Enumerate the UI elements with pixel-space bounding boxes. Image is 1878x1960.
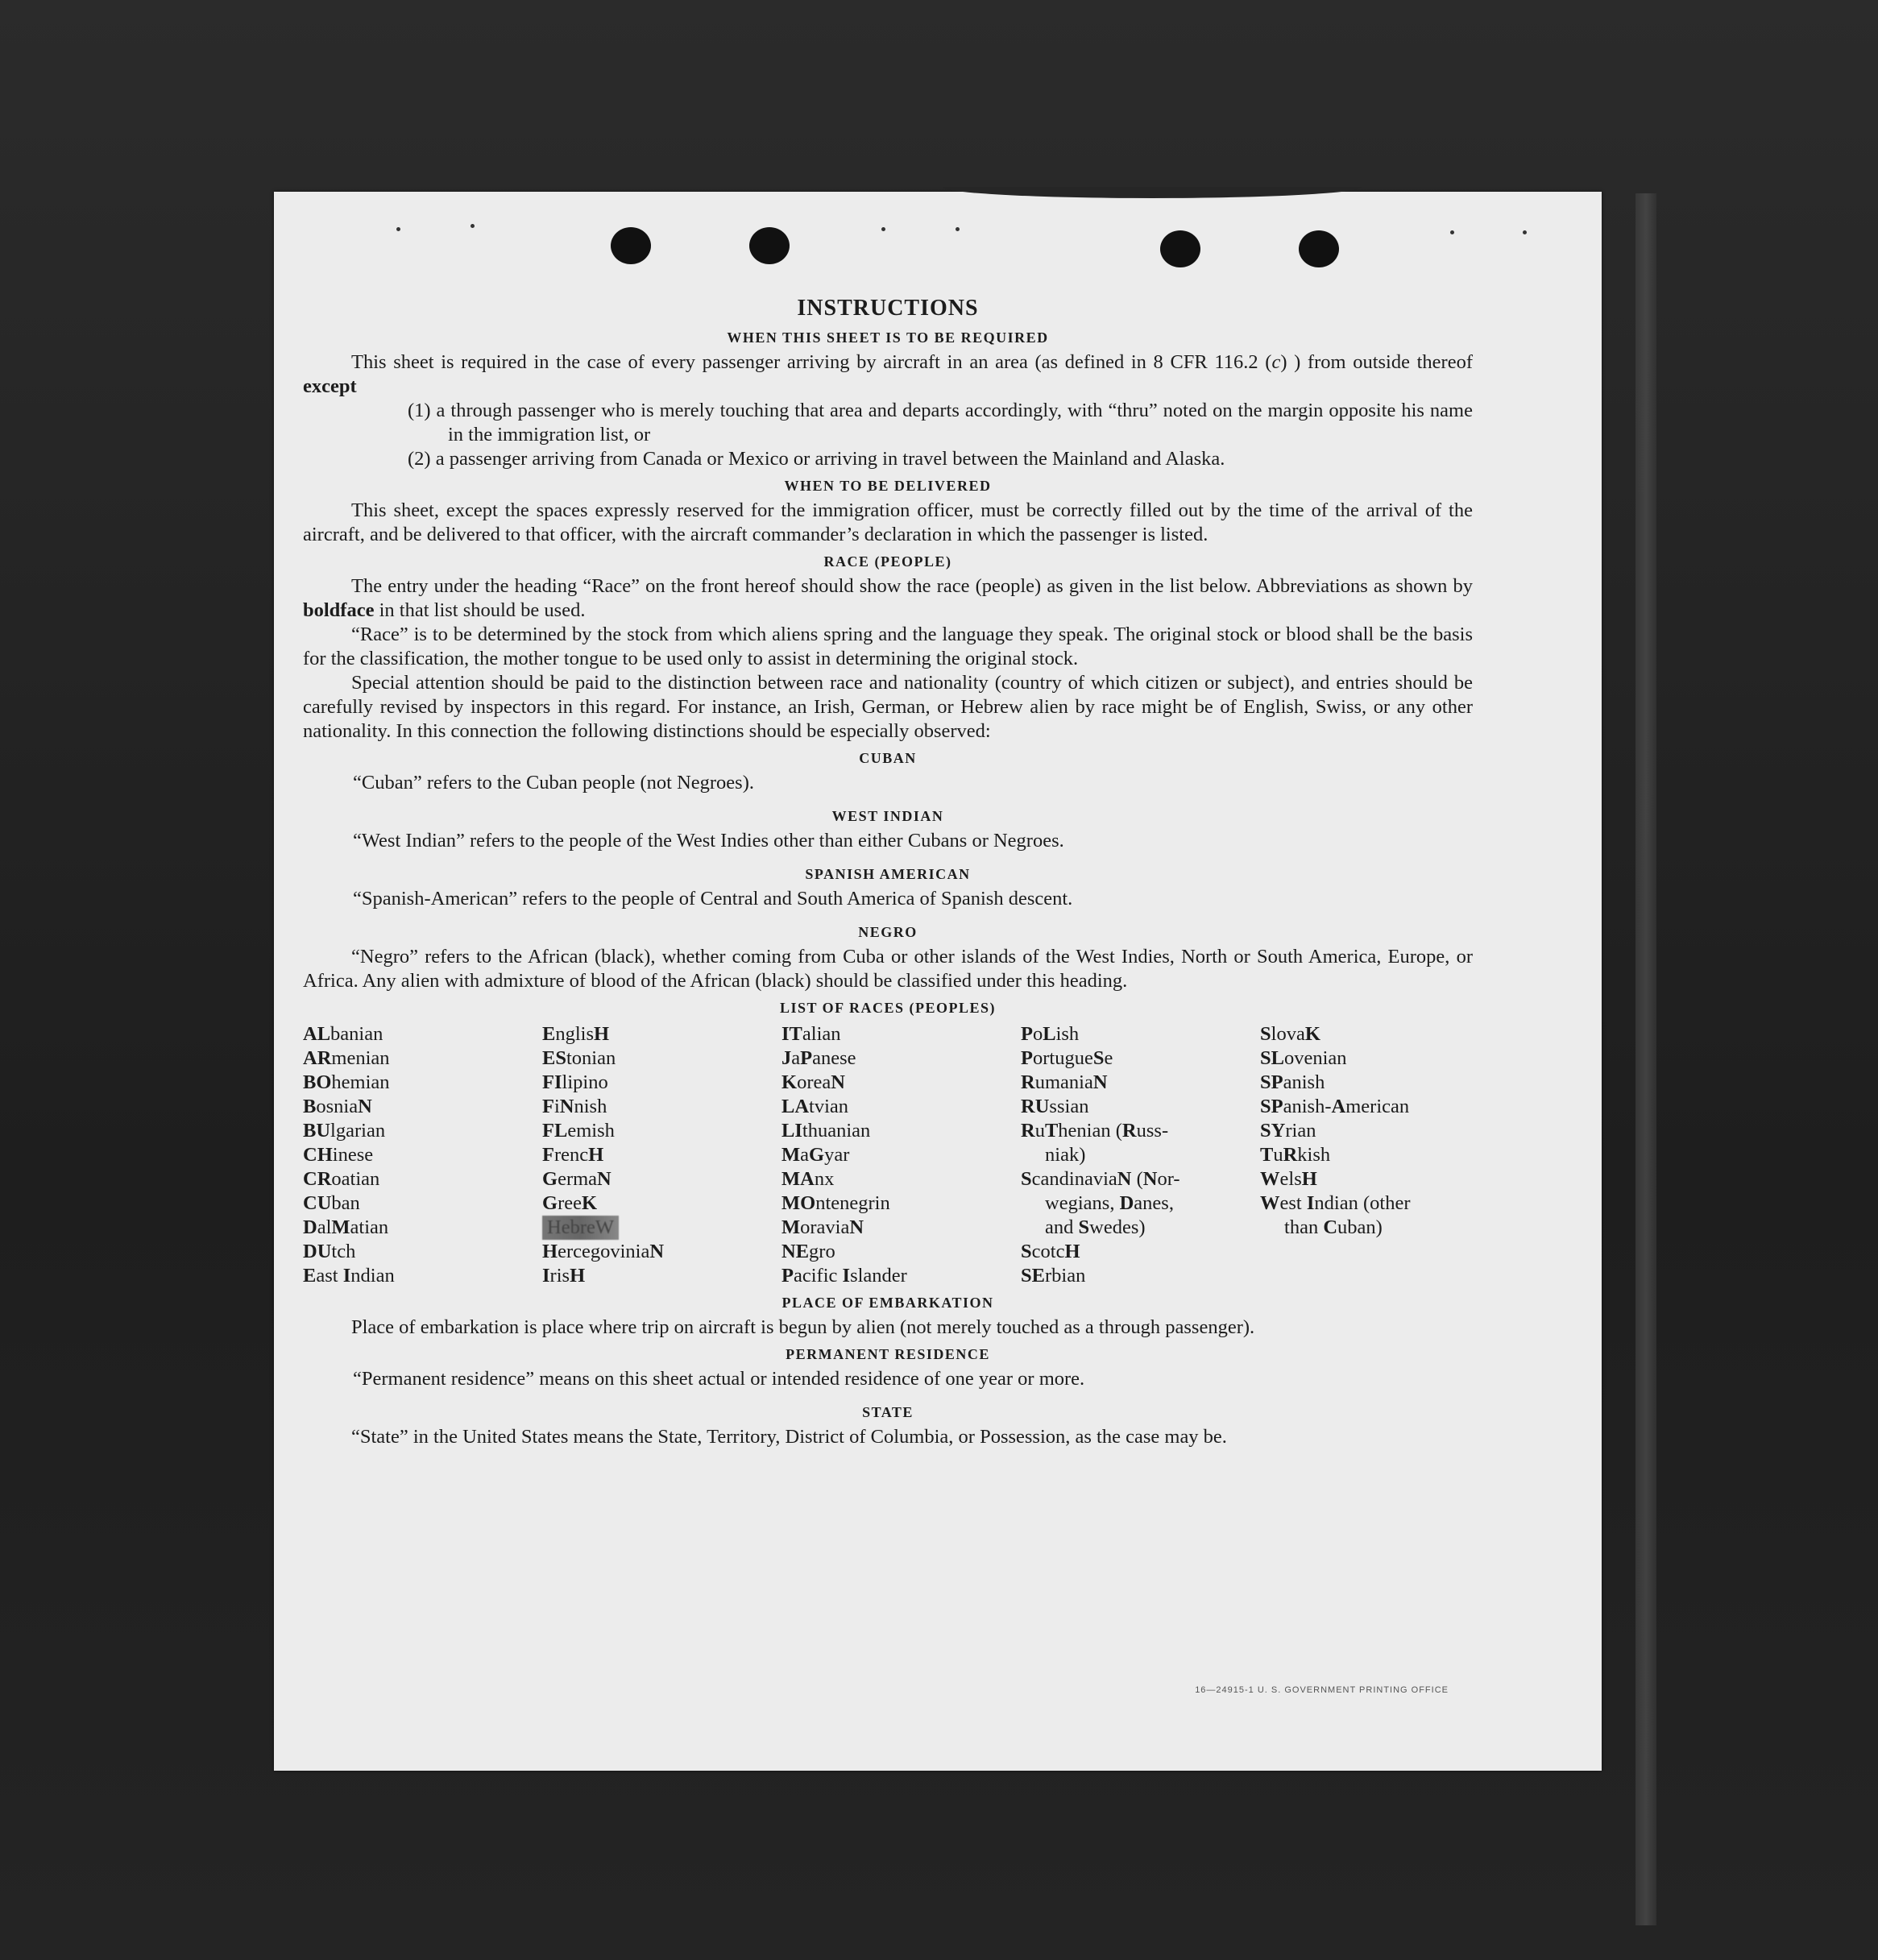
abbrev-letter: H bbox=[317, 1144, 333, 1166]
abbrev-letter: N bbox=[358, 1096, 372, 1117]
abbrev-letter: A bbox=[303, 1047, 317, 1069]
race-entry: BosniaN bbox=[303, 1096, 372, 1117]
text-run: c bbox=[1271, 351, 1281, 373]
abbrev-letter: H bbox=[1301, 1168, 1317, 1190]
race-entry: FIlipino bbox=[542, 1071, 608, 1093]
speck bbox=[1523, 230, 1527, 234]
abbrev-letter: B bbox=[303, 1096, 317, 1117]
race-entry: DUtch bbox=[303, 1241, 356, 1262]
race-entry: MOntenegrin bbox=[781, 1192, 890, 1214]
race-entry: MaGyar bbox=[781, 1144, 850, 1166]
abbrev-letter: M bbox=[781, 1216, 801, 1238]
race-entry: SPanish bbox=[1260, 1071, 1325, 1093]
abbrev-letter: R bbox=[1021, 1120, 1035, 1142]
race-entry: GreeK bbox=[542, 1192, 598, 1214]
abbrev-letter: I bbox=[1306, 1192, 1315, 1214]
embarkation-text: Place of embarkation is place where trip on aircraft is begun by alien (not merely touched as a through passenger). bbox=[351, 1316, 1255, 1338]
abbrev-letter: S bbox=[1021, 1241, 1032, 1262]
abbrev-letter: F bbox=[542, 1071, 554, 1093]
race-entry: GermaN bbox=[542, 1168, 611, 1190]
paper-torn-edge bbox=[943, 187, 1362, 198]
race-entry: SYrian bbox=[1260, 1120, 1316, 1142]
section-heading: WEST INDIAN bbox=[831, 808, 944, 824]
abbrev-letter: R bbox=[1283, 1144, 1298, 1166]
abbrev-letter: H bbox=[588, 1144, 604, 1166]
speck bbox=[956, 227, 960, 231]
state-text: “State” in the United States means the State, Territory, District of Columbia, or Possession, as the case may be. bbox=[351, 1426, 1227, 1448]
abbrev-letter: S bbox=[1260, 1071, 1271, 1093]
race-entry: FLemish bbox=[542, 1120, 615, 1142]
race-entry: RUssian bbox=[1021, 1096, 1089, 1117]
race-entry: West Indian (other bbox=[1260, 1192, 1411, 1214]
abbrev-letter: H bbox=[594, 1023, 610, 1045]
race-entry: FiNnish bbox=[542, 1096, 607, 1117]
abbrev-letter: S bbox=[1021, 1265, 1032, 1287]
abbrev-letter: G bbox=[542, 1168, 558, 1190]
race-entry: PoLish bbox=[1021, 1023, 1080, 1045]
race-entry: FrencH bbox=[542, 1144, 604, 1166]
abbrev-letter: A bbox=[794, 1096, 810, 1117]
abbrev-letter: C bbox=[303, 1168, 317, 1190]
section-heading: LIST OF RACES (PEOPLES) bbox=[779, 1000, 997, 1016]
abbrev-letter: P bbox=[1271, 1071, 1283, 1093]
abbrev-letter: S bbox=[1021, 1168, 1032, 1190]
abbrev-letter: D bbox=[303, 1241, 317, 1262]
race-entry: SErbian bbox=[1021, 1265, 1086, 1287]
abbrev-letter: S bbox=[1260, 1023, 1271, 1045]
race-entry: RumaniaN bbox=[1021, 1071, 1108, 1093]
race-entry: niak) bbox=[1045, 1144, 1086, 1166]
abbrev-letter: B bbox=[303, 1071, 317, 1093]
abbrev-letter: L bbox=[1043, 1023, 1056, 1045]
punch-hole bbox=[749, 227, 790, 264]
abbrev-letter: I bbox=[842, 1265, 851, 1287]
abbrev-letter: I bbox=[553, 1071, 562, 1093]
abbrev-letter: L bbox=[1271, 1047, 1284, 1069]
abbrev-letter: C bbox=[1323, 1216, 1338, 1238]
abbrev-letter: S bbox=[1078, 1216, 1090, 1238]
punch-hole bbox=[611, 227, 651, 264]
race-column-2 bbox=[542, 1022, 781, 1288]
abbrev-letter: H bbox=[1064, 1241, 1080, 1262]
abbrev-letter: R bbox=[1021, 1071, 1035, 1093]
abbrev-letter: U bbox=[317, 1241, 332, 1262]
abbrev-letter: P bbox=[1021, 1047, 1033, 1069]
abbrev-letter: A bbox=[800, 1168, 815, 1190]
race-entry: HercegoviniaN bbox=[542, 1241, 665, 1262]
speck bbox=[881, 227, 885, 231]
text-run: except bbox=[303, 375, 357, 397]
abbrev-letter: S bbox=[1260, 1047, 1271, 1069]
race-entry: East Indian bbox=[303, 1265, 395, 1287]
abbrev-letter: E bbox=[542, 1023, 556, 1045]
section-heading: RACE (PEOPLE) bbox=[823, 553, 952, 570]
abbrev-letter: U bbox=[1034, 1096, 1050, 1117]
race-entry: SPanish-American bbox=[1260, 1096, 1410, 1117]
abbrev-letter: M bbox=[781, 1192, 801, 1214]
exception-item-1: (1) a through passenger who is merely touching that area and departs accordingly, with “thru” noted on the margin opposite his name in the immigration list, or bbox=[408, 400, 1473, 445]
abbrev-letter: K bbox=[581, 1192, 598, 1214]
text-run: boldface bbox=[303, 599, 375, 621]
text-run: in that list should be used. bbox=[374, 599, 586, 621]
abbrev-letter: S bbox=[1260, 1120, 1271, 1142]
section-heading: WHEN THIS SHEET IS TO BE REQUIRED bbox=[727, 329, 1049, 346]
abbrev-letter: L bbox=[781, 1096, 795, 1117]
race-entry: Pacific Islander bbox=[781, 1265, 907, 1287]
speck bbox=[471, 224, 475, 228]
redacted-entry: HebreW bbox=[542, 1216, 619, 1240]
speck bbox=[1450, 230, 1454, 234]
abbrev-letter: F bbox=[542, 1096, 554, 1117]
abbrev-letter: W bbox=[1260, 1168, 1280, 1190]
abbrev-letter: B bbox=[303, 1120, 317, 1142]
abbrev-letter: N bbox=[649, 1241, 665, 1262]
punch-hole bbox=[1299, 230, 1339, 267]
race-entry: and Swedes) bbox=[1045, 1216, 1146, 1238]
abbrev-letter: C bbox=[303, 1144, 317, 1166]
text-run: This sheet is required in the case of every passenger arriving by aircraft in an area (as defined in 8 CFR 116.2 ( bbox=[351, 351, 1272, 373]
race-column-3 bbox=[781, 1022, 1021, 1288]
abbrev-letter: L bbox=[781, 1120, 795, 1142]
abbrev-letter: F bbox=[542, 1144, 554, 1166]
abbrev-letter: L bbox=[317, 1023, 331, 1045]
race-entry: CRoatian bbox=[303, 1168, 380, 1190]
abbrev-letter: A bbox=[1331, 1096, 1346, 1117]
race-entry: DalMatian bbox=[303, 1216, 389, 1238]
race-entry: ScandinaviaN (Nor- bbox=[1021, 1168, 1180, 1190]
abbrev-letter: A bbox=[303, 1023, 317, 1045]
abbrev-letter: O bbox=[316, 1071, 332, 1093]
negro-text: “Negro” refers to the African (black), whether coming from Cuba or other islands of the West Indies, North or South America, Europe, or Africa. Any alien with admixture of blood of the African (black) should be classified under this heading. bbox=[303, 946, 1473, 992]
race-entry: SlovaK bbox=[1260, 1023, 1320, 1045]
abbrev-letter: N bbox=[1142, 1168, 1158, 1190]
race-entry: JaPanese bbox=[781, 1047, 856, 1069]
abbrev-letter: H bbox=[542, 1241, 558, 1262]
spanish-american-text: “Spanish-American” refers to the people of Central and South America of Spanish descent. bbox=[353, 888, 1073, 910]
abbrev-letter: I bbox=[781, 1023, 790, 1045]
abbrev-letter: N bbox=[597, 1168, 611, 1190]
section-heading: PERMANENT RESIDENCE bbox=[786, 1346, 990, 1362]
race-entry: BUlgarian bbox=[303, 1120, 386, 1142]
race-entry: RuThenian (Russ- bbox=[1021, 1120, 1169, 1142]
race-entry: TuRkish bbox=[1260, 1144, 1331, 1166]
race-list bbox=[303, 1022, 1473, 1288]
race-entry: EnglisH bbox=[542, 1023, 610, 1045]
abbrev-letter: T bbox=[1044, 1120, 1059, 1142]
abbrev-letter: E bbox=[1031, 1265, 1045, 1287]
abbrev-letter: N bbox=[1117, 1168, 1132, 1190]
text-run: ) ) from outside thereof bbox=[1280, 351, 1473, 373]
section-heading: STATE bbox=[862, 1404, 914, 1420]
abbrev-letter: G bbox=[542, 1192, 558, 1214]
race-entry: ScotcH bbox=[1021, 1241, 1080, 1262]
abbrev-letter: D bbox=[303, 1216, 317, 1238]
abbrev-letter: E bbox=[303, 1265, 317, 1287]
instruction-sheet bbox=[274, 192, 1602, 1771]
exception-item-2: (2) a passenger arriving from Canada or Mexico or arriving in travel between the Mainland and Alaska. bbox=[408, 448, 1225, 470]
abbrev-letter: P bbox=[1271, 1096, 1283, 1117]
race-entry: EStonian bbox=[542, 1047, 616, 1069]
abbrev-letter: E bbox=[795, 1241, 810, 1262]
race-entry: BOhemian bbox=[303, 1071, 390, 1093]
abbrev-letter: E bbox=[542, 1047, 556, 1069]
abbrev-letter: S bbox=[555, 1047, 566, 1069]
abbrev-letter: P bbox=[781, 1265, 794, 1287]
abbrev-letter: P bbox=[800, 1047, 813, 1069]
abbrev-letter: M bbox=[781, 1168, 801, 1190]
abbrev-letter: R bbox=[317, 1047, 332, 1069]
abbrev-letter: C bbox=[303, 1192, 317, 1214]
section-heading: PLACE OF EMBARKATION bbox=[781, 1295, 994, 1311]
punch-hole bbox=[1160, 230, 1200, 267]
text-run: The entry under the heading “Race” on the front hereof should show the race (people) as given in the list below. Abbreviations as shown by bbox=[351, 575, 1473, 597]
abbrev-letter: T bbox=[1260, 1144, 1274, 1166]
race-entry: CUban bbox=[303, 1192, 360, 1214]
abbrev-letter: W bbox=[1260, 1192, 1280, 1214]
race-entry: wegians, Danes, bbox=[1045, 1192, 1174, 1214]
residence-text: “Permanent residence” means on this sheet actual or intended residence of one year or more. bbox=[353, 1368, 1085, 1390]
abbrev-letter: S bbox=[1260, 1096, 1271, 1117]
race-column-4 bbox=[1021, 1022, 1260, 1288]
abbrev-letter: I bbox=[794, 1120, 802, 1142]
instructions-body bbox=[303, 294, 1473, 1449]
race-paragraph-3: Special attention should be paid to the distinction between race and nationality (country of which citizen or subject), and entries should be carefully revised by inspectors in this regard. For instance, an Irish, German, or Hebrew alien by race might be of English, Swiss, or any other nationality. In this connection the following distinctions should be especially observed: bbox=[303, 672, 1473, 742]
printing-office-imprint: 16—24915-1 U. S. GOVERNMENT PRINTING OFFICE bbox=[1195, 1685, 1449, 1695]
scan-edge-strip bbox=[1635, 193, 1656, 1925]
abbrev-letter: L bbox=[553, 1120, 568, 1142]
abbrev-letter: R bbox=[1121, 1120, 1137, 1142]
abbrev-letter: N bbox=[559, 1096, 574, 1117]
abbrev-letter: H bbox=[570, 1265, 586, 1287]
race-entry: PortugueSe bbox=[1021, 1047, 1113, 1069]
race-column-1 bbox=[303, 1022, 542, 1288]
abbrev-letter: I bbox=[342, 1265, 351, 1287]
race-entry: than Cuban) bbox=[1284, 1216, 1383, 1238]
abbrev-letter: N bbox=[1092, 1071, 1108, 1093]
speck bbox=[396, 227, 400, 231]
race-entry: IrisH bbox=[542, 1265, 586, 1287]
race-entry: MAnx bbox=[781, 1168, 835, 1190]
abbrev-letter: G bbox=[809, 1144, 825, 1166]
race-entry: LIthuanian bbox=[781, 1120, 871, 1142]
race-entry: MoraviaN bbox=[781, 1216, 864, 1238]
abbrev-letter: T bbox=[789, 1023, 802, 1045]
race-entry: WelsH bbox=[1260, 1168, 1317, 1190]
abbrev-letter: N bbox=[781, 1241, 796, 1262]
west-indian-text: “West Indian” refers to the people of the West Indies other than either Cubans or Negroes. bbox=[353, 830, 1064, 852]
abbrev-letter: S bbox=[1092, 1047, 1105, 1069]
abbrev-letter: N bbox=[831, 1071, 845, 1093]
abbrev-letter: K bbox=[1304, 1023, 1320, 1045]
abbrev-letter: D bbox=[1119, 1192, 1134, 1214]
abbrev-letter: U bbox=[316, 1120, 331, 1142]
abbrev-letter: F bbox=[542, 1120, 554, 1142]
abbrev-letter: N bbox=[849, 1216, 864, 1238]
abbrev-letter: J bbox=[781, 1047, 792, 1069]
abbrev-letter: R bbox=[1021, 1096, 1035, 1117]
delivery-text: This sheet, except the spaces expressly reserved for the immigration officer, must be correctly filled out by the time of the arrival of the aircraft, and be delivered to that officer, with the aircraft commander’s declaration in which the passenger is listed. bbox=[303, 499, 1473, 545]
race-entry: LAtvian bbox=[781, 1096, 849, 1117]
race-entry: KoreaN bbox=[781, 1071, 845, 1093]
abbrev-letter: O bbox=[800, 1192, 816, 1214]
race-column-5 bbox=[1260, 1022, 1473, 1288]
page-title: INSTRUCTIONS bbox=[797, 296, 979, 321]
section-heading: SPANISH AMERICAN bbox=[805, 866, 971, 882]
section-heading: WHEN TO BE DELIVERED bbox=[784, 478, 992, 494]
abbrev-letter: P bbox=[1021, 1023, 1033, 1045]
race-entry: ITalian bbox=[781, 1023, 841, 1045]
abbrev-letter: K bbox=[781, 1071, 798, 1093]
abbrev-letter: U bbox=[317, 1192, 332, 1214]
race-entry bbox=[542, 1216, 781, 1240]
abbrev-letter: M bbox=[781, 1144, 801, 1166]
race-entry: SLovenian bbox=[1260, 1047, 1347, 1069]
race-entry: ARmenian bbox=[303, 1047, 390, 1069]
section-heading: NEGRO bbox=[858, 924, 918, 940]
race-entry: ALbanian bbox=[303, 1023, 383, 1045]
race-paragraph-1 bbox=[303, 574, 1473, 623]
cuban-text: “Cuban” refers to the Cuban people (not Negroes). bbox=[353, 772, 754, 794]
abbrev-letter: R bbox=[317, 1168, 332, 1190]
race-entry: CHinese bbox=[303, 1144, 374, 1166]
abbrev-letter: Y bbox=[1271, 1120, 1286, 1142]
section-heading: CUBAN bbox=[859, 750, 917, 766]
race-entry: NEgro bbox=[781, 1241, 835, 1262]
required-intro bbox=[303, 350, 1473, 399]
race-paragraph-2: “Race” is to be determined by the stock from which aliens spring and the language they speak. The original stock or blood shall be the basis for the classification, the mother tongue to be used only to assist in determining the original stock. bbox=[303, 624, 1473, 669]
abbrev-letter: M bbox=[331, 1216, 350, 1238]
abbrev-letter: I bbox=[542, 1265, 550, 1287]
